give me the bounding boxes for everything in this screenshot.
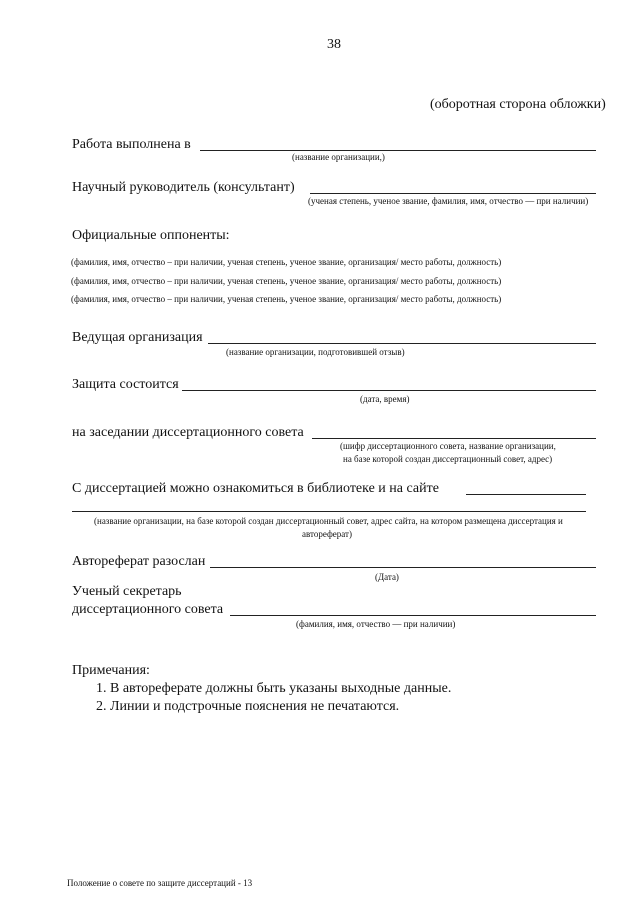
defense-label: Защита состоится [72, 377, 179, 392]
note-item-2: 2. Линии и подстрочные пояснения не печатаются. [96, 699, 400, 714]
supervisor-label: Научный руководитель (консультант) [72, 180, 295, 195]
leading-org-label: Ведущая организация [72, 330, 203, 345]
opponents-label: Официальные оппоненты: [72, 228, 230, 243]
library-caption-1: (название организации, на базе которой создан диссертационный совет, адрес сайта, на котором размещена диссертация и [94, 516, 563, 526]
work-done-label: Работа выполнена в [72, 137, 191, 152]
defense-line [182, 390, 596, 391]
leading-org-caption: (название организации, подготовившей отзыв) [226, 347, 405, 357]
library-line-full [72, 511, 586, 512]
opponent-line-3: (фамилия, имя, отчество – при наличии, ученая степень, ученое звание, организация/ место работы, должность) [71, 294, 502, 304]
opponent-line-2: (фамилия, имя, отчество – при наличии, ученая степень, ученое звание, организация/ место работы, должность) [71, 276, 502, 286]
page-footer: Положение о совете по защите диссертаций - 13 [67, 878, 253, 888]
secretary-label-2: диссертационного совета [72, 602, 224, 617]
opponent-line-1: (фамилия, имя, отчество – при наличии, ученая степень, ученое звание, организация/ место работы, должность) [71, 257, 502, 267]
secretary-caption: (фамилия, имя, отчество — при наличии) [296, 619, 456, 629]
notes-title: Примечания: [72, 663, 150, 678]
defense-caption: (дата, время) [360, 394, 410, 404]
council-label: на заседании диссертационного совета [72, 425, 304, 440]
page-number: 38 [327, 37, 341, 52]
abstract-sent-line [210, 567, 596, 568]
supervisor-caption: (ученая степень, ученое звание, фамилия, имя, отчество — при наличии) [308, 196, 589, 206]
abstract-sent-label: Автореферат разослан [72, 554, 206, 569]
page-subtitle: (оборотная сторона обложки) [430, 97, 606, 112]
library-line-short [466, 494, 586, 495]
work-done-caption: (название организации,) [292, 152, 385, 162]
secretary-line [230, 615, 596, 616]
abstract-sent-caption: (Дата) [375, 572, 399, 582]
council-line [312, 438, 596, 439]
secretary-label-1: Ученый секретарь [72, 584, 182, 599]
supervisor-line [310, 193, 596, 194]
library-caption-2: автореферат) [302, 529, 352, 539]
library-label: С диссертацией можно ознакомиться в библиотеке и на сайте [72, 481, 439, 496]
leading-org-line [208, 343, 596, 344]
work-done-line [200, 150, 596, 151]
council-caption-2: на базе которой создан диссертационный совет, адрес) [343, 454, 553, 464]
note-item-1: 1. В автореферате должны быть указаны выходные данные. [96, 681, 452, 696]
council-caption-1: (шифр диссертационного совета, название организации, [340, 441, 556, 451]
